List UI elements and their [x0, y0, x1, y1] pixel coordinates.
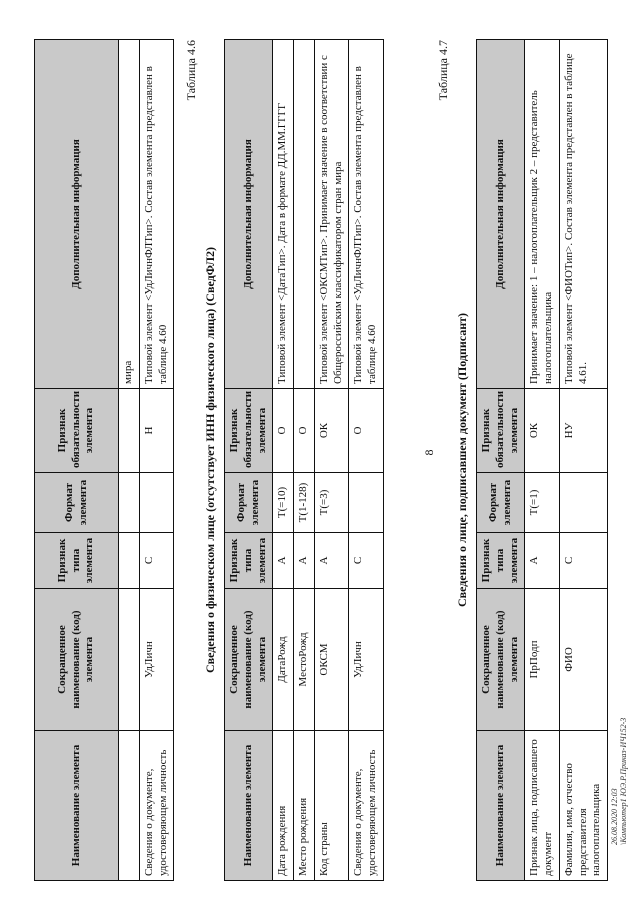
header-name: Наименование элемента: [477, 731, 525, 881]
cell-name: Код страны: [314, 731, 349, 881]
table-udlichn: [34, 39, 174, 881]
cell-format: T(=10): [273, 473, 294, 533]
cell-name: Место рождения: [294, 731, 315, 881]
stamp-line: \Компьютер1 ЮЭ.Р.Приказ-ИЧ152-3: [618, 717, 628, 845]
cell-short: УдЛичн: [349, 589, 384, 731]
cell-short: ФИО: [559, 589, 607, 731]
cell-info: [294, 40, 315, 389]
cell-name: Признак лица, подписавшего документ: [525, 731, 560, 881]
header-short: Сокращенное наименование (код) элемента: [225, 589, 273, 731]
cell-short: ОКСМ: [314, 589, 349, 731]
table-number: Таблица 4.6: [184, 40, 198, 101]
cell-info: Типовой элемент <УдЛичнФЛТип>. Состав элемента представлен в таблице 4.60: [349, 40, 384, 389]
cell-name: Сведения о документе, удостоверяющем личность: [349, 731, 384, 881]
cell-short: ДатаРожд: [273, 589, 294, 731]
stamp-line: 26.08.2020 12:03: [609, 788, 619, 845]
table-continued: [34, 39, 174, 881]
page-number: 8: [422, 449, 436, 456]
header-format: Формат элемента: [35, 473, 119, 533]
cell-info: Типовой элемент <ОКСМТип>. Принимает значение в соответствии с Общероссийским классификатором стран мира: [314, 40, 349, 389]
cell-req: О: [294, 389, 315, 473]
table-row: [559, 40, 607, 881]
cell-short: МестоРожд: [294, 589, 315, 731]
table-podpisant: [476, 39, 608, 881]
print-stamp: [610, 705, 628, 845]
table-4-7-block: [476, 39, 608, 881]
cell-type: А: [525, 533, 560, 589]
header-name: Наименование элемента: [35, 731, 119, 881]
header-name: Наименование элемента: [225, 731, 273, 881]
table-4-6-block: [224, 39, 384, 881]
table-number: Таблица 4.7: [436, 40, 450, 101]
table-row: [139, 40, 174, 881]
cell-type: А: [294, 533, 315, 589]
header-format: Формат элемента: [477, 473, 525, 533]
cell-info: Типовой элемент <УдЛичнФЛТип>. Состав элемента представлен в таблице 4.60: [139, 40, 174, 389]
cell-req: О: [349, 389, 384, 473]
cell-format: [139, 473, 174, 533]
cell-short: УдЛичн: [139, 589, 174, 731]
table-svedfl2: [224, 39, 384, 881]
header-info: Дополнительная информация: [35, 40, 119, 389]
header-info: Дополнительная информация: [225, 40, 273, 389]
cell-req: ОК: [314, 389, 349, 473]
header-req: Признак обязательности элемента: [35, 389, 119, 473]
header-short: Сокращенное наименование (код) элемента: [35, 589, 119, 731]
table-row: [273, 40, 294, 881]
table-row: [349, 40, 384, 881]
cell-short: ПрПодп: [525, 589, 560, 731]
cell-type: А: [314, 533, 349, 589]
cell-req: НУ: [559, 389, 607, 473]
cell-format: T(=1): [525, 473, 560, 533]
header-format: Формат элемента: [225, 473, 273, 533]
cell-format: T(=3): [314, 473, 349, 533]
cell-info: Принимает значение: 1 – налогоплательщик 2 – представитель налогоплательщика: [525, 40, 560, 389]
cell-req: ОК: [525, 389, 560, 473]
table-row: [294, 40, 315, 881]
table-caption: Сведения о лице, подписавшем документ (Подписант): [455, 312, 469, 608]
cell-info: Типовой элемент <ФИОТип>. Состав элемента представлен в таблице 4.61.: [559, 40, 607, 389]
header-type: Признак типа элемента: [225, 533, 273, 589]
cell-format: T(1-128): [294, 473, 315, 533]
cell-name: Дата рождения: [273, 731, 294, 881]
table-caption: Сведения о физическом лице (отсутствует ИНН физического лица) (СведФЛ2): [203, 246, 217, 674]
cell-info: мира: [119, 40, 140, 389]
header-short: Сокращенное наименование (код) элемента: [477, 589, 525, 731]
table-row: [314, 40, 349, 881]
cell-req: Н: [139, 389, 174, 473]
cell-type: С: [559, 533, 607, 589]
table-row: [525, 40, 560, 881]
header-req: Признак обязательности элемента: [477, 389, 525, 473]
cell-type: С: [139, 533, 174, 589]
cell-name: Фамилия, имя, отчество представителя налогоплательщика: [559, 731, 607, 881]
cell-req: О: [273, 389, 294, 473]
cell-type: С: [349, 533, 384, 589]
cell-name: Сведения о документе, удостоверяющем личность: [139, 731, 174, 881]
header-type: Признак типа элемента: [477, 533, 525, 589]
cell-format: [349, 473, 384, 533]
header-info: Дополнительная информация: [477, 40, 525, 389]
cell-type: А: [273, 533, 294, 589]
table-row: [119, 40, 140, 881]
cell-info: Типовой элемент <ДатаТип>. Дата в формате ДД.ММ.ГГГГ: [273, 40, 294, 389]
header-type: Признак типа элемента: [35, 533, 119, 589]
cell-format: [559, 473, 607, 533]
header-req: Признак обязательности элемента: [225, 389, 273, 473]
